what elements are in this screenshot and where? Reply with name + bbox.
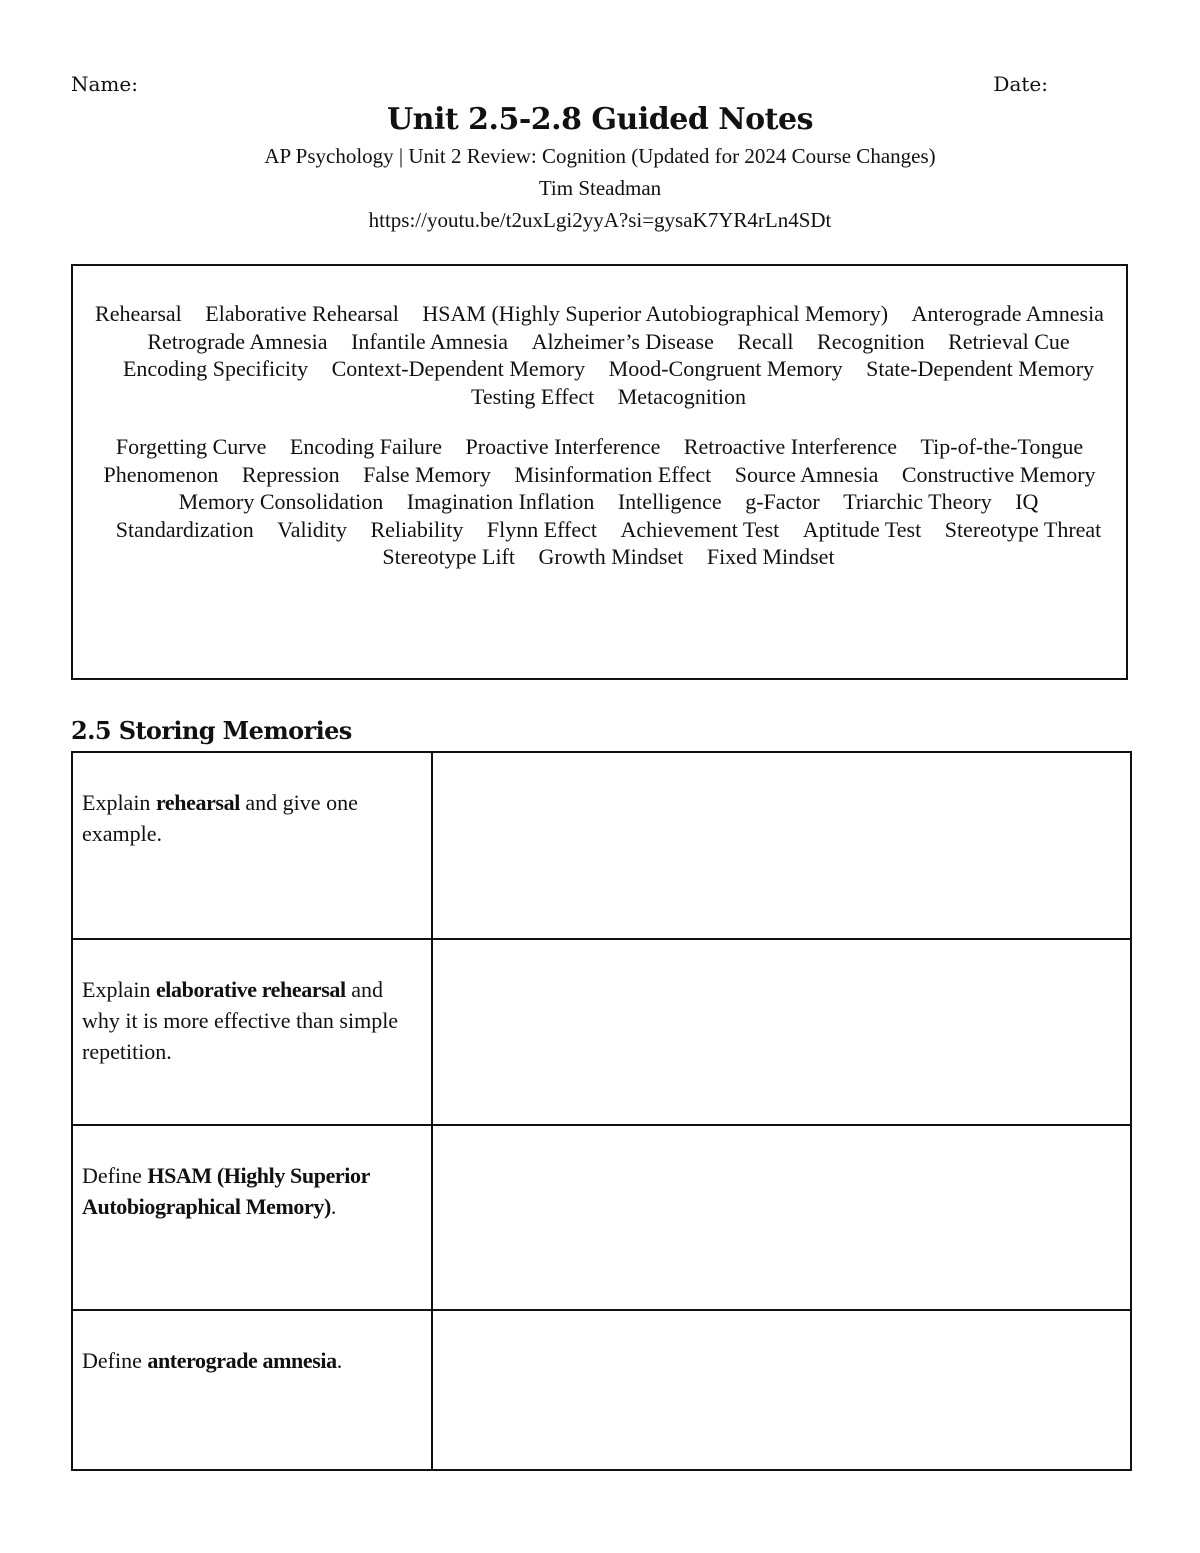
word-bank-term: Validity: [277, 516, 347, 542]
table-row: [72, 1310, 1131, 1470]
answer-cell[interactable]: [432, 939, 1131, 1125]
section-title: 2.5 Storing Memories: [71, 716, 352, 745]
word-bank-term: Memory Consolidation: [178, 489, 384, 514]
word-bank-term: Intelligence: [617, 489, 722, 514]
subtitle: AP Psychology | Unit 2 Review: Cognition (Updated for 2024 Course Changes): [264, 144, 936, 168]
word-bank-term: Testing Effect: [470, 383, 595, 409]
table-row: [72, 1125, 1131, 1310]
answer-cell[interactable]: [432, 1310, 1131, 1470]
date-label: Date:: [993, 72, 1048, 96]
word-bank-term: Alzheimer’s Disease: [531, 328, 714, 354]
prompt-term: anterograde amnesia: [147, 1348, 337, 1373]
word-bank-term: Growth Mindset: [538, 544, 684, 569]
word-bank-term: Source Amnesia: [734, 461, 879, 487]
name-label: Name:: [71, 72, 138, 96]
word-bank-term: Recognition: [817, 328, 925, 354]
word-bank-term: Flynn Effect: [486, 516, 598, 542]
word-bank-term: Metacognition: [617, 383, 747, 409]
title-block: [0, 100, 1200, 236]
prompt-after: .: [336, 1348, 343, 1373]
word-bank-term: Stereotype Threat: [944, 516, 1102, 542]
video-link[interactable]: https://youtu.be/t2uxLgi2yyA?si=gysaK7YR4rLn4SDt: [368, 208, 832, 232]
prompt-before: Define: [82, 1163, 148, 1188]
word-bank-paragraph-2: [89, 433, 1110, 571]
word-bank-term: Misinformation Effect: [514, 461, 712, 487]
word-bank-term: Elaborative Rehearsal: [205, 301, 399, 326]
word-bank-term: Imagination Inflation: [406, 489, 595, 514]
word-bank: [71, 264, 1128, 680]
table-row: [72, 939, 1131, 1125]
prompt-cell: [72, 752, 432, 939]
word-bank-term: Proactive Interference: [465, 434, 661, 459]
prompt-term: elaborative rehearsal: [155, 977, 346, 1002]
prompt-before: Define: [82, 1348, 148, 1373]
prompt-after: and why it is more effective than simple repetition.: [82, 977, 399, 1064]
prompt-term: rehearsal: [155, 790, 240, 815]
prompt-cell: [72, 939, 432, 1125]
word-bank-term: Recall: [737, 328, 794, 354]
word-bank-term: Retrieval Cue: [948, 328, 1070, 354]
word-bank-term: Fixed Mindset: [706, 544, 835, 569]
author: Tim Steadman: [538, 176, 662, 200]
prompt-cell: [72, 1125, 432, 1310]
table-row: [72, 752, 1131, 939]
answer-cell[interactable]: [432, 1125, 1131, 1310]
word-bank-term: IQ: [1015, 489, 1039, 514]
word-bank-term: Encoding Specificity: [122, 356, 309, 381]
prompt-after: and give one example.: [82, 790, 358, 846]
page-title: Unit 2.5-2.8 Guided Notes: [386, 102, 814, 137]
word-bank-term: Tip-of-the-Tongue Phenomenon: [103, 434, 1084, 487]
word-bank-term: Forgetting Curve: [115, 434, 267, 459]
header-row: [71, 72, 1048, 98]
word-bank-term: Triarchic Theory: [843, 489, 992, 514]
word-bank-term: Infantile Amnesia: [351, 328, 509, 354]
prompt-before: Explain: [82, 977, 156, 1002]
word-bank-term: Reliability: [370, 516, 464, 542]
word-bank-term: Retrograde Amnesia: [147, 328, 328, 354]
answer-cell[interactable]: [432, 752, 1131, 939]
word-bank-term: Retroactive Interference: [683, 434, 897, 459]
word-bank-term: Context-Dependent Memory: [331, 356, 586, 381]
word-bank-term: Stereotype Lift: [382, 544, 515, 569]
word-bank-term: Rehearsal: [95, 301, 182, 326]
word-bank-term: Mood-Congruent Memory: [608, 356, 843, 381]
word-bank-term: False Memory: [363, 461, 491, 487]
word-bank-term: Achievement Test: [620, 516, 780, 542]
prompt-cell: [72, 1310, 432, 1470]
word-bank-term: Standardization: [115, 516, 254, 542]
prompt-term: HSAM (Highly Superior Autobiographical Memory): [82, 1163, 370, 1219]
word-bank-term: Anterograde Amnesia: [911, 301, 1104, 326]
word-bank-term: HSAM (Highly Superior Autobiographical Memory): [422, 301, 889, 326]
word-bank-term: g-Factor: [745, 489, 820, 514]
prompt-before: Explain: [82, 790, 156, 815]
word-bank-term: State-Dependent Memory: [866, 356, 1095, 381]
prompt-after: .: [330, 1194, 337, 1219]
word-bank-term: Repression: [241, 461, 340, 487]
word-bank-term: Encoding Failure: [289, 434, 443, 459]
word-bank-term: Constructive Memory: [901, 461, 1096, 487]
word-bank-paragraph-1: [89, 300, 1110, 410]
word-bank-term: Aptitude Test: [802, 516, 922, 542]
notes-table: [71, 751, 1132, 1471]
